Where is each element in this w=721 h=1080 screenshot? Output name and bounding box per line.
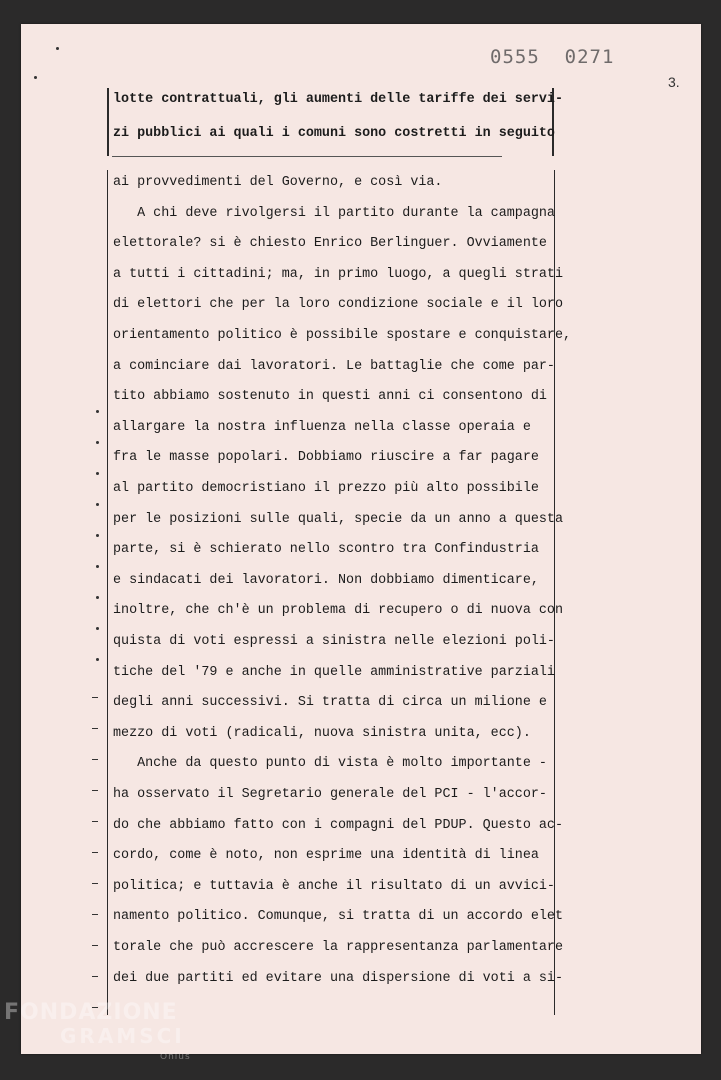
body-line: allargare la nostra influenza nella classe operaia e (113, 419, 531, 435)
margin-mark (96, 658, 99, 661)
margin-mark (96, 627, 99, 630)
margin-mark (96, 596, 99, 599)
margin-mark (92, 759, 98, 760)
margin-bar-left-top (107, 88, 109, 156)
body-line: a cominciare dai lavoratori. Le battaglie che come par- (113, 358, 555, 374)
body-line: inoltre, che ch'è un problema di recupero o di nuova con (113, 603, 563, 619)
margin-mark (92, 697, 98, 698)
body-line: parte, si è schierato nello scontro tra Confindustria (113, 542, 539, 558)
body-line: cordo, come è noto, non esprime una identità di linea (113, 848, 539, 864)
watermark-small: Onlus (160, 1052, 191, 1062)
archive-stamp: 0555 0271 (490, 46, 615, 68)
margin-mark (92, 914, 98, 915)
body-line: tiche del '79 e anche in quelle amministrative parziali (113, 664, 555, 680)
margin-mark (96, 534, 99, 537)
body-line: a tutti i cittadini; ma, in primo luogo, a quegli strati (113, 266, 563, 282)
margin-bar-left-body (107, 170, 108, 1015)
margin-mark (92, 976, 98, 977)
header-line-1: lotte contrattuali, gli aumenti delle tariffe dei servi- (113, 92, 563, 107)
margin-mark (92, 883, 98, 884)
margin-mark (96, 565, 99, 568)
body-line: Anche da questo punto di vista è molto importante - (113, 756, 547, 772)
body-line: mezzo di voti (radicali, nuova sinistra unita, ecc). (113, 725, 531, 741)
body-line: tito abbiamo sostenuto in questi anni ci consentono di (113, 389, 547, 405)
margin-mark (92, 852, 98, 853)
body-line: degli anni successivi. Si tratta di circa un milione e (113, 695, 547, 711)
margin-mark (96, 472, 99, 475)
body-line: quista di voti espressi a sinistra nelle elezioni poli- (113, 634, 555, 649)
body-line: dei due partiti ed evitare una dispersione di voti a si- (113, 970, 563, 986)
body-line: torale che può accrescere la rappresentanza parlamentare (113, 940, 563, 955)
watermark-line-1: FONDAZIONE (4, 1000, 178, 1025)
margin-mark (92, 821, 98, 822)
margin-mark (96, 410, 99, 413)
body-line: ha osservato il Segretario generale del PCI - l'accor- (113, 787, 547, 802)
body-line: di elettori che per la loro condizione sociale e il loro (113, 297, 563, 313)
margin-mark (96, 503, 99, 506)
body-line: per le posizioni sulle quali, specie da un anno a questa (113, 511, 563, 527)
margin-mark (92, 728, 98, 729)
margin-mark (96, 441, 99, 444)
body-line: politica; e tuttavia è anche il risultato di un avvici- (113, 878, 555, 894)
page-number: 3. (668, 74, 680, 90)
speck (56, 47, 59, 50)
body-line: elettorale? si è chiesto Enrico Berlinguer. Ovviamente (113, 236, 547, 252)
speck (34, 76, 37, 79)
watermark-line-2: GRAMSCI (60, 1024, 185, 1048)
body-line: e sindacati dei lavoratori. Non dobbiamo dimenticare, (113, 572, 539, 588)
margin-mark (92, 945, 98, 946)
body-line: A chi deve rivolgersi il partito durante la campagna (113, 205, 555, 221)
margin-mark (92, 790, 98, 791)
body-line: fra le masse popolari. Dobbiamo riuscire a far pagare (113, 450, 539, 466)
body-line: al partito democristiano il prezzo più alto possibile (113, 481, 539, 496)
header-line-2: zi pubblici ai quali i comuni sono costretti in seguito (113, 126, 555, 141)
body-line: namento politico. Comunque, si tratta di un accordo elet (113, 909, 563, 925)
body-line: do che abbiamo fatto con i compagni del PDUP. Questo ac- (113, 817, 563, 833)
header-underline (112, 156, 502, 157)
body-line: ai provvedimenti del Governo, e così via. (113, 175, 443, 190)
body-line: orientamento politico è possibile spostare e conquistare, (113, 328, 572, 343)
